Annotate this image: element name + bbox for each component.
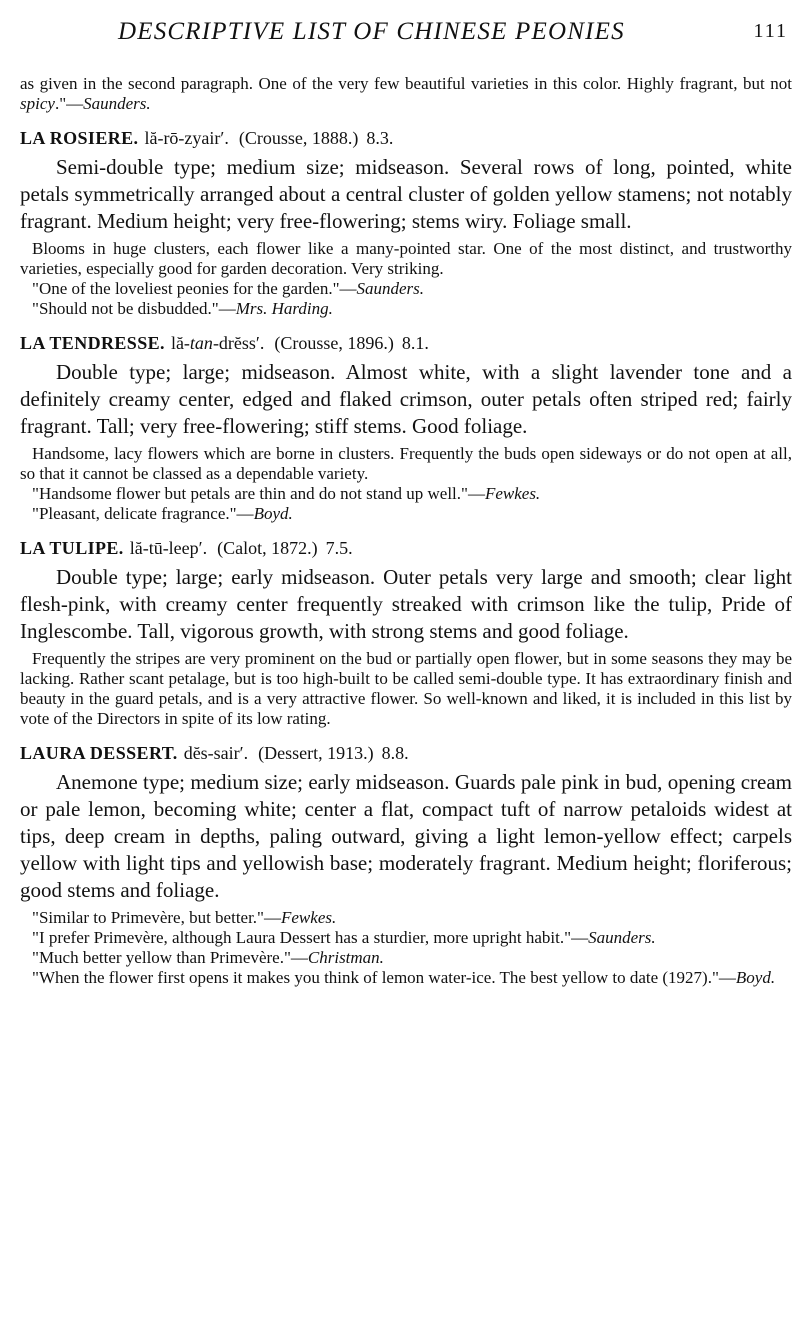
pronunciation: lă-tan-drĕss′. <box>170 333 265 353</box>
variety-name: LA TENDRESSE. <box>20 333 165 353</box>
running-title: DESCRIPTIVE LIST OF CHINESE PEONIES <box>118 18 625 45</box>
origin: (Crousse, 1888.) <box>238 128 359 148</box>
running-header <box>0 16 800 52</box>
variety-entry <box>20 126 792 319</box>
carryover-text: color. Highly fragrant, but not <box>582 74 792 93</box>
origin: (Crousse, 1896.) <box>274 333 394 353</box>
carryover-line: as given in the second paragraph. One of the very few beautiful varieties in this <box>20 74 578 93</box>
quote <box>20 908 792 928</box>
rating: 8.8. <box>381 743 409 763</box>
quote <box>20 928 792 948</box>
quote-author: Fewkes. <box>281 908 337 927</box>
quote-author: Saunders. <box>588 928 656 947</box>
variety-name: LA TULIPE. <box>20 538 124 558</box>
carryover-italic: spicy <box>20 94 55 113</box>
quote <box>20 279 792 299</box>
quote <box>20 299 792 319</box>
origin: (Dessert, 1913.) <box>258 743 374 763</box>
notes-block <box>20 239 792 319</box>
notes-block <box>20 908 792 988</box>
quote-text: "When the flower first opens it makes you think of lemon water-ice. The best yellow to date (1927)."— <box>32 968 736 987</box>
variety-entry <box>20 536 792 729</box>
variety-name: LAURA DESSERT. <box>20 743 178 763</box>
quote-text: "Much better yellow than Primevère."— <box>32 948 308 967</box>
entry-heading <box>20 126 792 150</box>
notes-block <box>20 649 792 729</box>
rating: 7.5. <box>325 538 353 558</box>
quote-author: Fewkes. <box>484 484 541 503</box>
quote-author: Saunders. <box>83 94 151 113</box>
page-body <box>20 74 792 988</box>
quote <box>20 968 792 988</box>
quote-author: Boyd. <box>253 504 293 523</box>
quote-text: "Should not be disbudded."— <box>32 299 236 318</box>
variety-entry <box>20 331 792 524</box>
carryover-paragraph <box>20 74 792 114</box>
pronunciation: lă-tū-leep′. <box>129 538 208 558</box>
rating: 8.1. <box>401 333 429 353</box>
quote-text: "Pleasant, delicate fragrance."— <box>32 504 254 523</box>
variety-description: Anemone type; medium size; early midseason. Guards pale pink in bud, opening cream or pale lemon, becoming white; center a flat, compact tuft of narrow petaloids widest at tips, deep cream in depths, paling outward, giving a light lemon-yellow effect; carpels yellow with light tips and yellowish base; moderately fragrant. Medium height; floriferous; good stems and foliage. <box>20 770 792 902</box>
entry-heading <box>20 536 792 560</box>
quote-author: Boyd. <box>735 968 776 987</box>
notes-block <box>20 444 792 524</box>
variety-notes: Frequently the stripes are very prominent on the bud or partially open flower, but in some seasons they may be lacking. Rather scant petalage, but is too high-built to be called semi-double type. It has extraordinary finish and beauty in the guard petals, and is a very attractive flower. So well-known and liked, it is included in this list by vote of the Directors in spite of its low rating. <box>20 649 792 728</box>
variety-description: Double type; large; early midseason. Outer petals very large and smooth; clear light flesh-pink, with creamy center frequently streaked with crimson like the tulip, Pride of Inglescombe. Tall, vigorous growth, with strong stems and good foliage. <box>20 565 792 643</box>
quote-author: Mrs. Harding. <box>235 299 333 318</box>
quote <box>20 484 792 504</box>
pronunciation: dĕs-sair′. <box>183 743 249 763</box>
quote-text: "Handsome flower but petals are thin and do not stand up well."— <box>32 484 485 503</box>
variety-name: LA ROSIERE. <box>20 128 139 148</box>
variety-description: Double type; large; midseason. Almost white, with a slight lavender tone and a definitely creamy center, edged and flaked crimson, outer petals often striped red; fairly fragrant. Tall; very free-flowering; stiff stems. Good foliage. <box>20 360 792 438</box>
page-number: 111 <box>753 20 788 42</box>
variety-description: Semi-double type; medium size; midseason. Several rows of long, pointed, white petals symmetrically arranged about a central cluster of golden yellow stamens; not notably fragrant. Medium height; very free-flowering; stems wiry. Foliage small. <box>20 155 792 233</box>
quote <box>20 948 792 968</box>
quote-text: "Similar to Primevère, but better."— <box>32 908 281 927</box>
quote-author: Christman. <box>307 948 384 967</box>
quote <box>20 504 792 524</box>
variety-entry <box>20 741 792 988</box>
quote-text: "I prefer Primevère, although Laura Dessert has a sturdier, more upright habit."— <box>32 928 589 947</box>
variety-notes: Handsome, lacy flowers which are borne in clusters. Frequently the buds open sideways or do not open at all, so that it cannot be classed as a dependable variety. <box>20 444 792 483</box>
carryover-dash: ."— <box>54 94 84 113</box>
origin: (Calot, 1872.) <box>217 538 318 558</box>
pronunciation: lă-rō-zyair′. <box>144 128 229 148</box>
rating: 8.3. <box>366 128 394 148</box>
quote-author: Saunders. <box>356 279 425 298</box>
entry-heading <box>20 331 792 355</box>
entry-heading <box>20 741 792 765</box>
variety-notes: Blooms in huge clusters, each flower like a many-pointed star. One of the most distinct, and trustworthy varieties, especially good for garden decoration. Very striking. <box>20 239 792 278</box>
quote-text: "One of the loveliest peonies for the garden."— <box>32 279 357 298</box>
